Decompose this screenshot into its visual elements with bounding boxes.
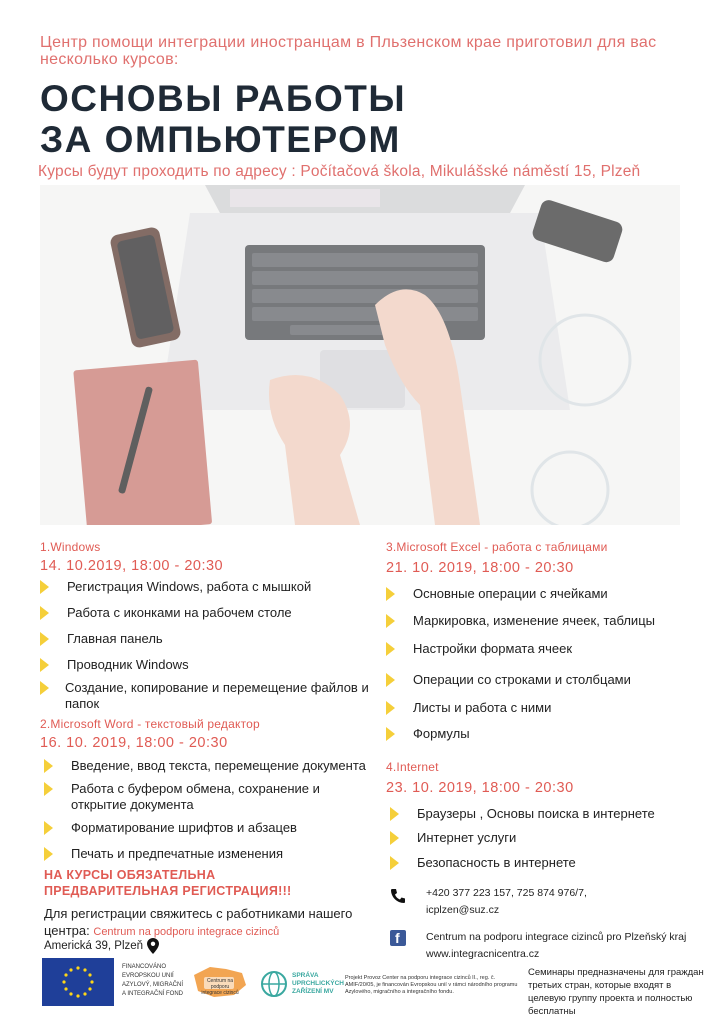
seminar-note: Семинары предназначены для граждан третьих стран, которые входят в целевую группу проекта и полностью бесплатны — [528, 967, 704, 1017]
bullet-triangle-icon — [386, 614, 395, 628]
bullet-triangle-icon — [44, 782, 53, 796]
contact-phone-email — [426, 885, 587, 919]
bullet-triangle-icon — [390, 807, 399, 821]
list-item: Работа с буфером обмена, сохранение и открытие документа — [44, 781, 344, 813]
facebook-icon[interactable]: f — [390, 930, 406, 946]
bullet-triangle-icon — [386, 587, 395, 601]
laptop-desk-illustration — [40, 185, 680, 525]
list-item: Создание, копирование и перемещение файлов и папок — [40, 680, 370, 712]
intro-text: Центр помощи интеграции иностранцам в Пльзенском крае приготовил для вас несколько курсов: — [40, 34, 657, 68]
course-excel-date: 21. 10. 2019, 18:00 - 20:30 — [386, 560, 574, 576]
email-address[interactable]: icplzen@suz.cz — [426, 904, 500, 916]
website-link[interactable]: www.integracnicentra.cz — [426, 948, 540, 960]
center-address-text: Americká 39, Plzeň — [44, 940, 144, 952]
bullet-triangle-icon — [40, 658, 49, 672]
registration-text: Для регистрации свяжитесь с работниками нашего центра: — [44, 906, 353, 938]
list-item: Настройки формата ячеек — [386, 641, 706, 657]
list-item: Форматирование шрифтов и абзацев — [44, 820, 374, 836]
course-windows-title: 1.Windows — [40, 540, 101, 554]
page-title — [40, 78, 406, 160]
bullet-triangle-icon — [386, 701, 395, 715]
registration-warning: НА КУРСЫ ОБЯЗАТЕЛЬНА ПРЕДВАРИТЕЛЬНАЯ РЕГИСТРАЦИЯ!!! — [44, 868, 292, 898]
eu-funding-text: FINANCOVÁNO EVROPSKOU UNIÍ AZYLOVÝ, MIGRAČNÍ A INTEGRAČNÍ FOND — [122, 964, 184, 997]
list-item: Печать и предпечатные изменения — [44, 846, 374, 862]
list-item: Введение, ввод текста, перемещение документа — [44, 758, 374, 774]
list-item: Браузеры , Основы поиска в интернете — [390, 806, 710, 822]
list-item: Маркировка, изменение ячеек, таблицы — [386, 613, 706, 629]
title-line-1: ОСНОВЫ РАБОТЫ — [40, 78, 407, 119]
list-item: Регистрация Windows, работа с мышкой — [40, 579, 370, 595]
project-text: Projekt Provoz Center na podporu integrace cizinců II., reg. č. AMIF/20/05, je financován Evropskou unií v rámci národního programu Azylového, migračního a integračního fondu. — [345, 975, 518, 995]
list-item: Главная панель — [40, 631, 370, 647]
list-item: Проводник Windows — [40, 657, 370, 673]
bullet-triangle-icon — [44, 759, 53, 773]
hero-photo — [40, 185, 680, 525]
bullet-triangle-icon — [40, 681, 49, 695]
phone-number[interactable]: +420 377 223 157, 725 874 976/7, — [426, 887, 587, 899]
course-word-date: 16. 10. 2019, 18:00 - 20:30 — [40, 735, 228, 751]
eu-flag-logo — [42, 958, 114, 1006]
center-address — [44, 938, 159, 954]
list-item: Формулы — [386, 726, 706, 742]
course-internet-title: 4.Internet — [386, 760, 439, 774]
title-line-2: ЗА ОМПЬЮТЕРОМ — [40, 119, 401, 160]
course-word-title: 2.Microsoft Word - текстовый редактор — [40, 717, 260, 731]
bullet-triangle-icon — [386, 642, 395, 656]
bullet-triangle-icon — [390, 831, 399, 845]
list-item: Операции со строками и столбцами — [386, 672, 706, 688]
bullet-triangle-icon — [386, 673, 395, 687]
list-item: Интернет услуги — [390, 830, 710, 846]
eu-stars-icon — [42, 958, 114, 1006]
facebook-link[interactable]: Centrum na podporu integrace cizinců pro Plzeňský kraj — [426, 931, 687, 943]
globe-icon — [260, 970, 288, 998]
bullet-triangle-icon — [40, 606, 49, 620]
list-item: Работа с иконками на рабочем столе — [40, 605, 370, 621]
bullet-triangle-icon — [386, 727, 395, 741]
course-address: Курсы будут проходить по адресу : Počítačová škola, Mikulášské náměstí 15, Plzeň — [38, 163, 641, 180]
registration-text-block — [44, 905, 364, 941]
phone-icon — [390, 888, 406, 904]
bullet-triangle-icon — [44, 847, 53, 861]
center-link[interactable]: Centrum na podporu integrace cizinců — [93, 926, 280, 938]
center-logo: Centrum na podporu integrace cizinců — [190, 963, 248, 1003]
bullet-triangle-icon — [40, 580, 49, 594]
suz-logo — [260, 970, 288, 998]
course-excel-title: 3.Microsoft Excel - работа с таблицами — [386, 540, 608, 554]
suz-text: SPRÁVA UPRCHLICKÝCH ZAŘÍZENÍ MV — [292, 972, 344, 995]
list-item: Безопасность в интернете — [390, 855, 710, 871]
course-windows-date: 14. 10.2019, 18:00 - 20:30 — [40, 558, 224, 574]
course-internet-date: 23. 10. 2019, 18:00 - 20:30 — [386, 780, 574, 796]
bullet-triangle-icon — [40, 632, 49, 646]
map-pin-icon — [147, 938, 159, 954]
bullet-triangle-icon — [44, 821, 53, 835]
bullet-triangle-icon — [390, 856, 399, 870]
contact-social — [426, 929, 716, 963]
list-item: Основные операции с ячейками — [386, 586, 706, 602]
list-item: Листы и работа с ними — [386, 700, 706, 716]
